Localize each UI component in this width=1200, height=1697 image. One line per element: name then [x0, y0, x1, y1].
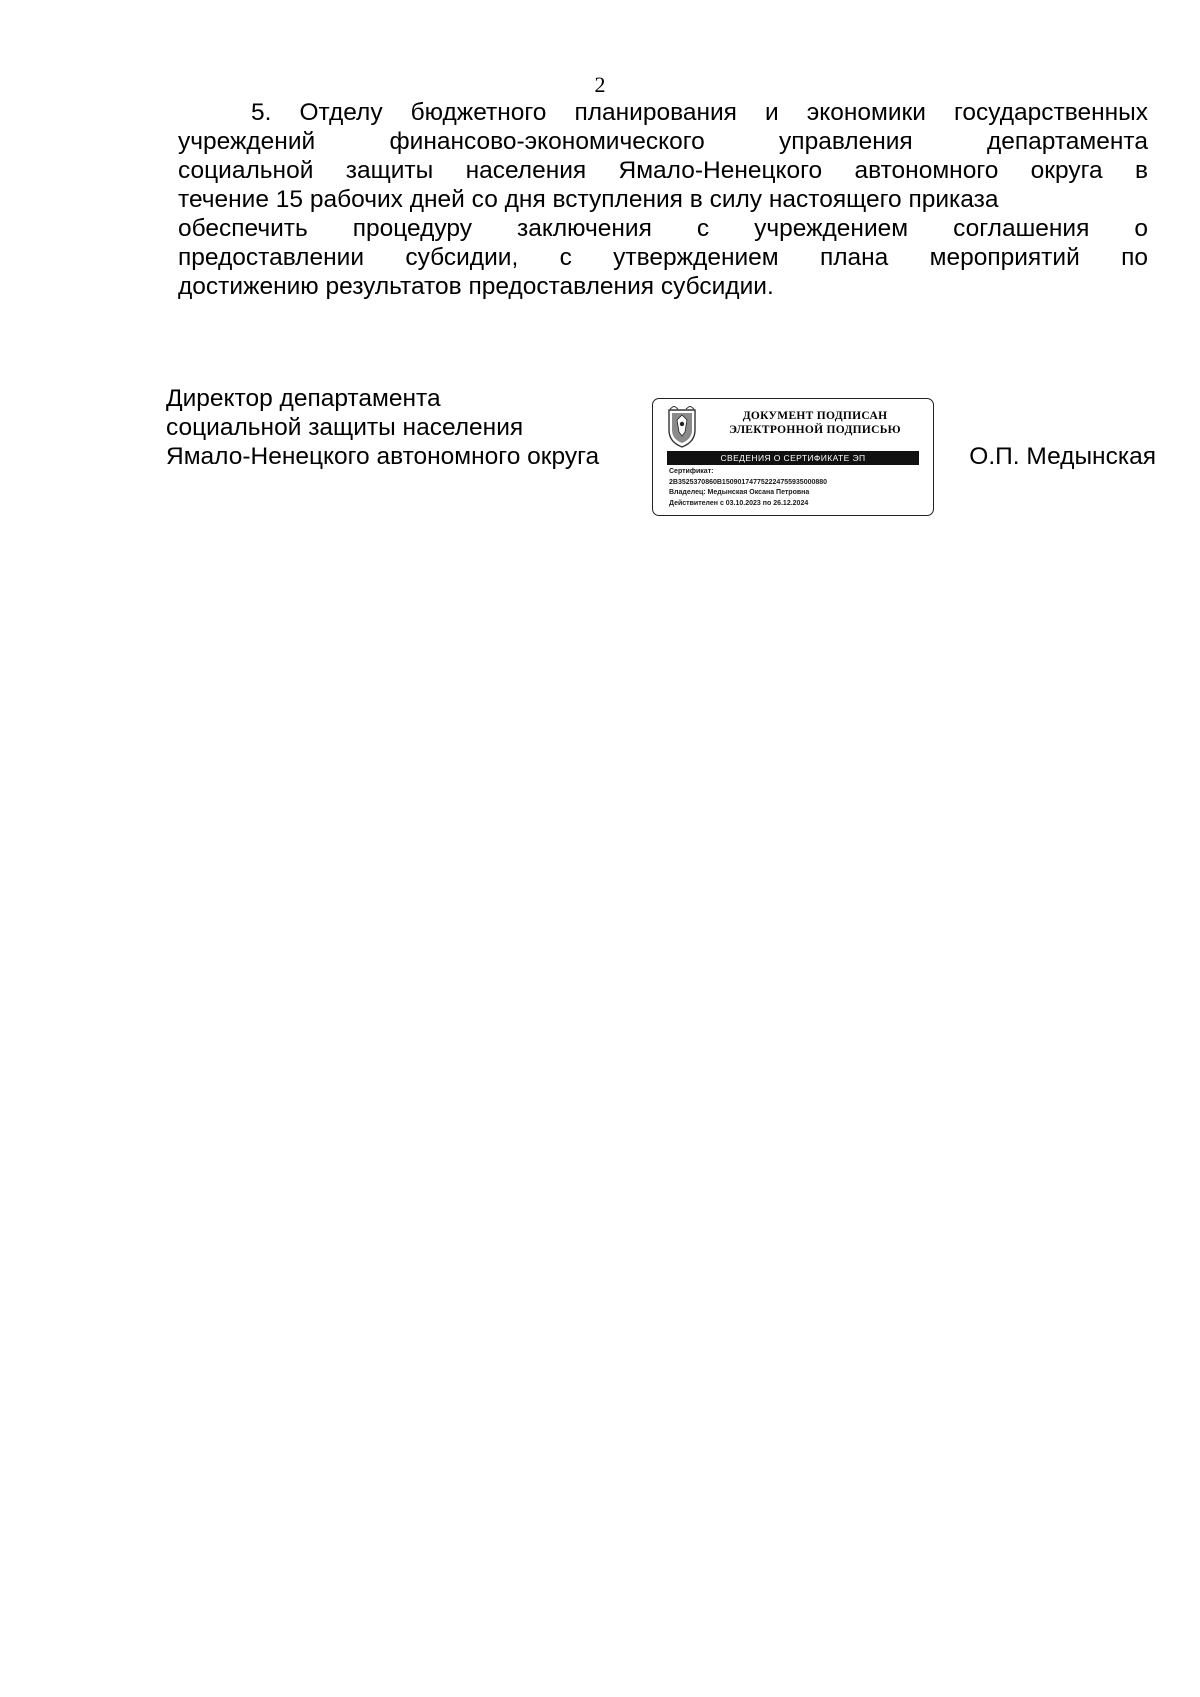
stamp-heading-line: ЭЛЕКТРОННОЙ ПОДПИСЬЮ — [729, 424, 901, 436]
signatory-name: О.П. Медынская — [969, 443, 1156, 470]
certificate-info-bar: СВЕДЕНИЯ О СЕРТИФИКАТЕ ЭП — [667, 451, 919, 465]
signatory-title-line: Ямало-Ненецкого автономного округа — [166, 443, 600, 470]
signatory-title-line: Директор департамента — [166, 385, 441, 412]
signatory-title — [166, 384, 646, 471]
paragraph-line: учреждений финансово-экономического управления департамента — [178, 128, 1148, 155]
certificate-label: Сертификат: — [669, 468, 714, 475]
paragraph-line: течение 15 рабочих дней со дня вступления в силу настоящего приказа — [178, 186, 999, 213]
certificate-details — [669, 467, 929, 509]
paragraph-line: достижению результатов предоставления субсидии. — [178, 273, 774, 300]
certificate-validity: Действителен с 03.10.2023 по 26.12.2024 — [669, 499, 809, 507]
paragraph-line: предоставлении субсидии, с утверждением плана мероприятий по — [178, 244, 1148, 271]
certificate-owner: Владелец: Медынская Оксана Петровна — [669, 489, 810, 496]
signatory-title-line: социальной защиты населения — [166, 414, 524, 441]
paragraph-line: 5. Отделу бюджетного планирования и экономики государственных — [251, 99, 1148, 126]
order-paragraph-5 — [178, 98, 1148, 301]
electronic-signature-stamp — [652, 398, 934, 516]
stamp-heading-line: ДОКУМЕНТ ПОДПИСАН — [742, 410, 888, 422]
stamp-heading — [705, 409, 925, 437]
page-number: 2 — [594, 72, 606, 97]
certificate-number: 2B3525370860B150901747752224755935000880 — [669, 478, 828, 486]
paragraph-line: социальной защиты населения Ямало-Ненецкого автономного округа в — [178, 157, 1148, 184]
coat-of-arms-icon — [665, 406, 699, 450]
paragraph-line: обеспечить процедуру заключения с учреждением соглашения о — [178, 215, 1148, 242]
signature-block — [166, 384, 1156, 524]
